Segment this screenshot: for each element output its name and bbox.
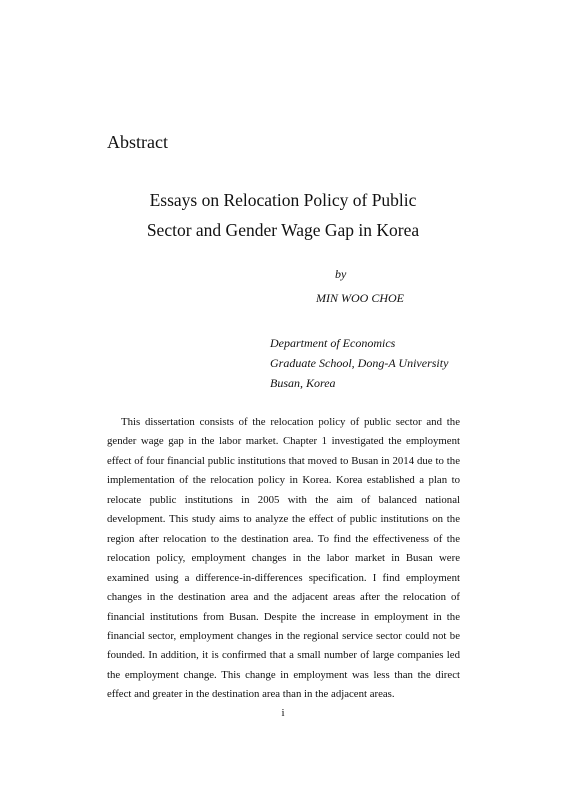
department: Department of Economics (270, 336, 396, 350)
by-label: by (335, 267, 347, 281)
graduate-school: Graduate School, Dong-A University (270, 356, 449, 370)
title-line-2: Sector and Gender Wage Gap in Korea (146, 220, 420, 240)
abstract-paragraph: This dissertation consists of the relocation policy of public sector and the gender wage gap in the labor market. Chapter 1 investigated the employment effect of four financial public institutions that moved to Busan in 2014 due to the implementation of the relocation policy in Korea. Korea established a plan to relocate public institutions in 2005 with the aim of balanced national development. This study aims to analyze the effect of public institutions on the region after relocation to the destination area. To find the effectiveness of the relocation policy, employment changes in the labor market in Busan were examined using a difference-in-differences specification. I find employment changes in the destination area and the adjacent areas after the relocation of financial institutions from Busan. Despite the increase in employment in the financial sector, employment changes in the regional service sector could not be founded. In addition, it is confirmed that a small number of large companies led the employment change. This change in employment was less than the direct effect and greater in the destination area than in the adjacent areas. (107, 416, 460, 701)
location: Busan, Korea (270, 376, 336, 390)
dissertation-title (100, 185, 466, 245)
author-name: MIN WOO CHOE (316, 291, 404, 305)
section-heading: Abstract (107, 132, 168, 152)
page-number: i (281, 707, 285, 719)
affiliation-block (270, 333, 448, 393)
title-line-1: Essays on Relocation Policy of Public (149, 190, 417, 210)
